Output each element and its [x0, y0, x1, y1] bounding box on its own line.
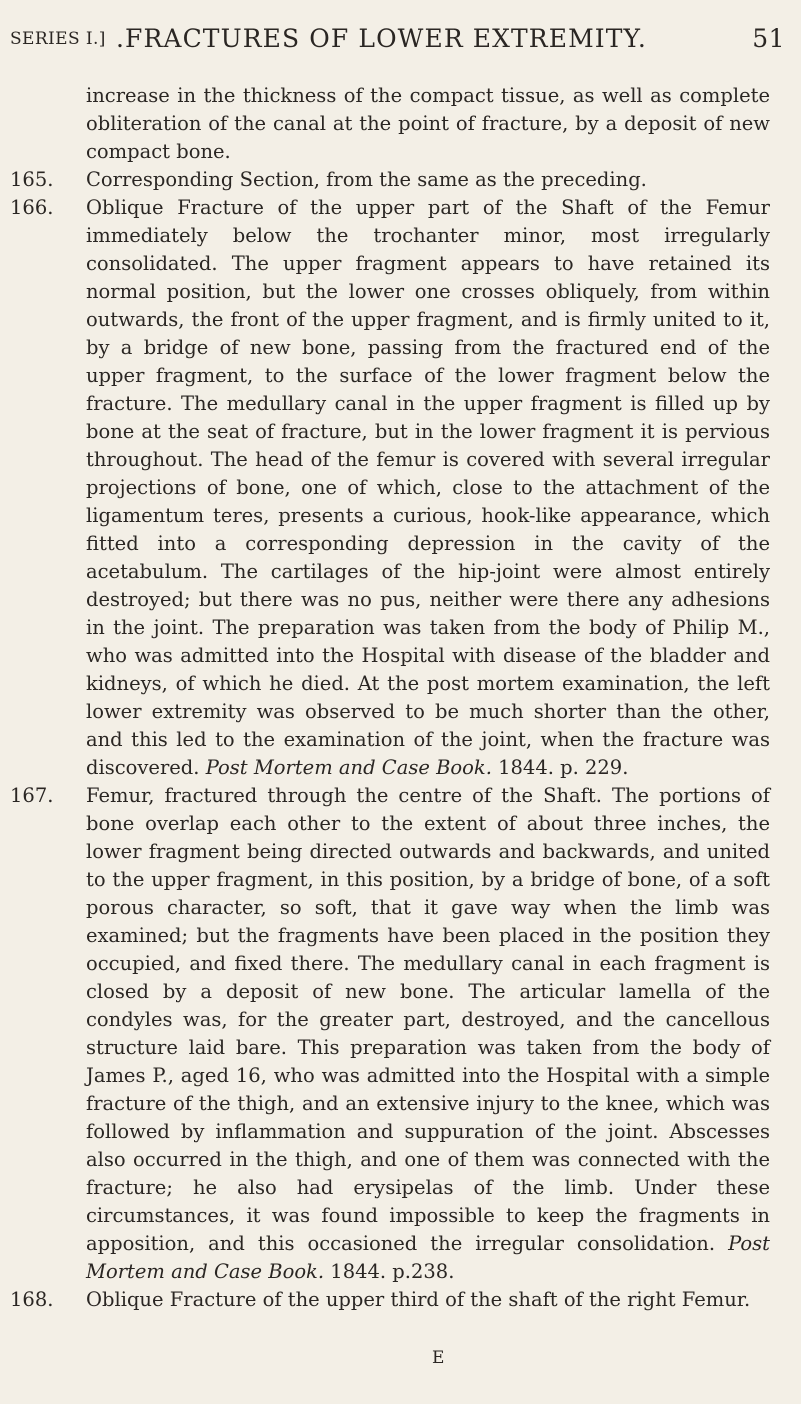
- running-header: [10, 22, 785, 56]
- header-title: .FRACTURES OF LOWER EXTREMITY.: [116, 24, 647, 53]
- case-book-page: 1844. p. 229.: [498, 756, 629, 779]
- paragraph-165: [10, 166, 770, 194]
- series-label: SERIES I.]: [10, 29, 106, 49]
- paragraph-167: [10, 782, 770, 1286]
- paragraph-text: increase in the thickness of the compact tissue, as well as complete obliteration of the canal at the point of fracture, by a deposit of new compact bone.: [86, 84, 770, 163]
- paragraph-continued: [10, 82, 770, 166]
- case-book-page: 1844. p.238.: [330, 1260, 455, 1283]
- item-number: 165.: [10, 168, 54, 191]
- paragraph-body: Femur, fractured through the centre of the Shaft. The portions of bone overlap each other to the extent of about three inches, the lower fragment being directed outwards and backwards, and united to the upper fragment, in this position, by a bridge of bone, of a soft porous character, so soft, that it gave way when the limb was examined; but the fragments have been placed in the position they occupied, and fixed there. The medullary canal in each fragment is closed by a deposit of new bone. The articular lamella of the condyles was, for the greater part, destroyed, and the cancellous structure laid bare. This preparation was taken from the body of James P., aged 16, who was admitted into the Hospital with a simple fracture of the thigh, and an extensive injury to the knee, which was followed by inflammation and suppuration of the joint. Abscesses also occurred in the thigh, and one of them was connected with the fracture; he also had erysipelas of the limb. Under these circumstances, it was found impossible to keep the fragments in apposition, and this occasioned the irregular consolidation.: [86, 784, 770, 1255]
- paragraph-text: [86, 194, 770, 782]
- case-book-reference: Post Mortem and Case Book.: [205, 756, 492, 779]
- paragraph-body: Oblique Fracture of the upper part of the Shaft of the Femur immediately below the trochanter minor, most irregularly consolidated. The upper fragment appears to have retained its normal position, but the lower one crosses obliquely, from within outwards, the front of the upper fragment, and is firmly united to it, by a bridge of new bone, passing from the fractured end of the upper fragment, to the surface of the lower fragment below the fracture. The medullary canal in the upper fragment is filled up by bone at the seat of fracture, but in the lower fragment it is pervious throughout. The head of the femur is covered with several irregular projections of bone, one of which, close to the attachment of the ligamentum teres, presents a curious, hook-like appearance, which fitted into a corresponding depression in the cavity of the acetabulum. The cartilages of the hip-joint were almost entirely destroyed; but there was no pus, neither were there any adhesions in the joint. The preparation was taken from the body of Philip M., who was admitted into the Hospital with disease of the bladder and kidneys, of which he died. At the post mortem examination, the left lower extremity was observed to be much shorter than the other, and this led to the examination of the joint, when the fracture was discovered.: [86, 196, 770, 779]
- item-number: 167.: [10, 784, 54, 807]
- signature-mark: E: [432, 1348, 445, 1368]
- case-book-reference: Post Mortem and Case Book.: [86, 1232, 770, 1283]
- paragraph-text: Oblique Fracture of the upper third of the shaft of the right Femur.: [86, 1288, 751, 1311]
- item-number: 168.: [10, 1288, 54, 1311]
- paragraph-text: Corresponding Section, from the same as the preceding.: [86, 168, 647, 191]
- paragraph-text: [86, 782, 770, 1286]
- page-number: 51: [752, 24, 785, 53]
- body-text: [10, 82, 770, 1314]
- paragraph-166: [10, 194, 770, 782]
- paragraph-168: [10, 1286, 770, 1314]
- item-number: 166.: [10, 196, 54, 219]
